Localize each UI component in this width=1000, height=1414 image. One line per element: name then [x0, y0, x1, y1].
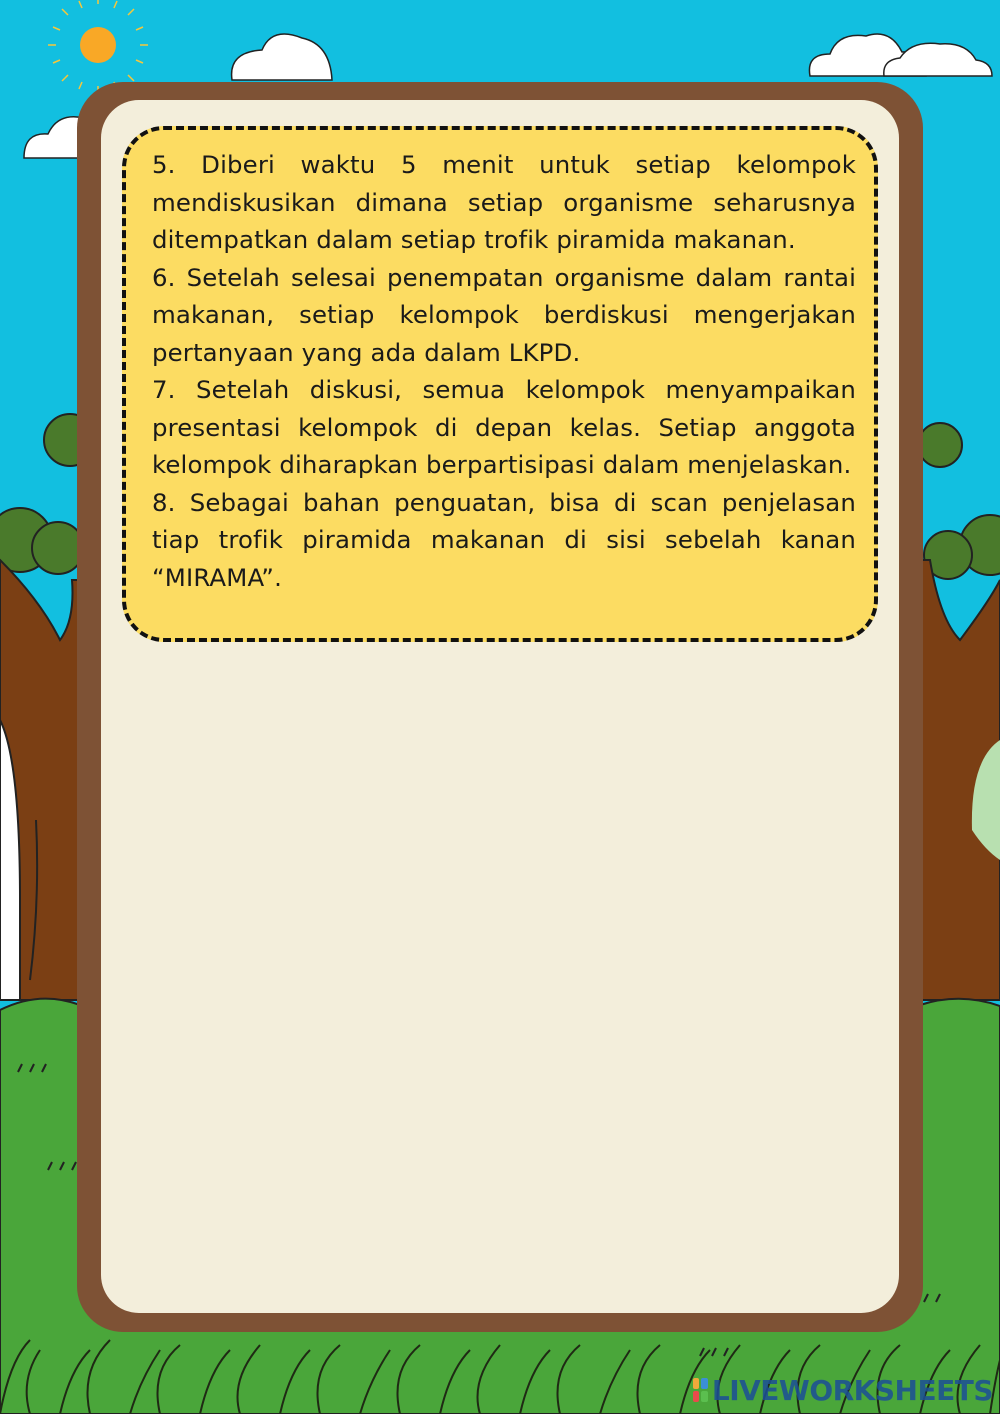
instruction-step-7: 7. Setelah diskusi, semua kelompok menyampaikan presentasi kelompok di depan kelas. Setiap anggota kelompok diharapkan berpartisipasi dalam menjelaskan. [152, 375, 856, 479]
instruction-step-8: 8. Sebagai bahan penguatan, bisa di scan penjelasan tiap trofik piramida makanan di sisi sebelah kanan “MIRAMA”. [152, 487, 856, 592]
instruction-step-5: 5. Diberi waktu 5 menit untuk setiap kelompok mendiskusikan dimana setiap organisme seharusnya ditempatkan dalam setiap trofik piramida makanan. [152, 150, 856, 254]
instruction-note [122, 126, 878, 642]
liveworksheets-logo-icon [693, 1378, 708, 1402]
instruction-step-6: 6. Setelah selesai penempatan organisme dalam rantai makanan, setiap kelompok berdiskusi mengerjakan pertanyaan yang ada dalam LKPD. [152, 262, 856, 367]
watermark-text: LIVEWORKSHEETS [711, 1373, 993, 1407]
liveworksheets-watermark[interactable] [693, 1372, 993, 1408]
sun-core [80, 27, 116, 63]
